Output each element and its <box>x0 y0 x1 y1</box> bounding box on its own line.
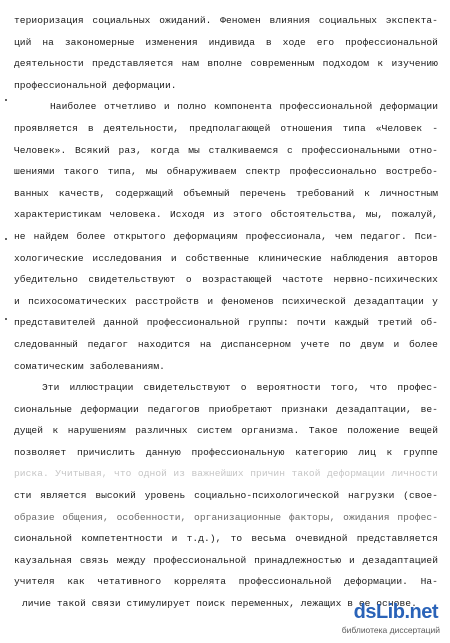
text-line: каузальная связь между профессиональной принадлежностью и дезадаптацией <box>14 554 438 566</box>
text-line: шениями такого типа, мы обнаруживаем спектр профессионально востребо- <box>14 166 438 178</box>
text-line: Эти иллюстрации свидетельствуют о вероятности того, что профес- <box>42 382 438 394</box>
text-line: не найдем более открытого деформациям профессионала, чем педагог. Пси- <box>14 230 438 242</box>
text-line: учителя как четативного коррелята профессиональной деформации. На- <box>14 576 438 588</box>
text-line: деятельности представляется нам вполне современным подходом к изучению <box>14 58 438 70</box>
text-line: проявляется в деятельности, предполагающей отношения типа «Человек - <box>14 122 438 134</box>
text-line: дущей к нарушениям различных систем организма. Такое положение вещей <box>14 425 438 437</box>
text-line: сти является высокий уровень социально-психологической нагрузки (свое- <box>14 490 438 502</box>
text-line: и психосоматических расстройств и феноменов психической дезадаптации у <box>14 295 438 307</box>
margin-mark <box>5 99 7 101</box>
text-body <box>14 10 438 615</box>
text-line: териоризация социальных ожиданий. Феномен влияния социальных экспекта- <box>14 15 438 26</box>
text-line: позволяет причислить данную профессиональную категорию лиц к группе <box>14 446 438 458</box>
text-line: убедительно свидетельствуют о возрастающей частоте нервно-психических <box>14 274 438 286</box>
text-line: соматическим заболеваниям. <box>14 360 165 372</box>
watermark-logo <box>341 601 442 637</box>
margin-mark <box>5 318 7 320</box>
text-line-faded: риска. Учитывая, что одной из важнейших причин такой деформации личности <box>14 468 438 480</box>
text-line: Человек». Всякий раз, когда мы сталкиваемся с профессиональными отно- <box>14 144 438 156</box>
text-line: ванных качеств, содержащий объемный перечень требований к личностным <box>14 187 438 199</box>
text-line: профессиональной деформации. <box>14 79 177 91</box>
text-line: характеристикам человека. Исходя из этого обстоятельства, мы, пожалуй, <box>14 209 438 221</box>
text-line: ций на закономерные изменения индивида в ходе его профессиональной <box>14 36 438 48</box>
text-line: сиональные деформации педагогов приобретают признаки дезадаптации, ве- <box>14 403 438 415</box>
watermark-title: dsLib.net <box>353 601 438 623</box>
watermark-subtitle: библиотека диссертаций <box>341 625 440 635</box>
text-line: представителей данной профессиональной группы: почти каждый третий об- <box>14 317 438 329</box>
text-line: Наиболее отчетливо и полно компонента профессиональной деформации <box>50 101 438 113</box>
text-line: следованный педагог находится на диспансерном учете по двум и более <box>14 338 438 350</box>
text-line: сиональной компетентности и т.д.), то весьма очевидной представляется <box>14 533 438 545</box>
text-line: личие такой связи стимулирует поиск переменных, лежащих в ее основе. <box>22 598 417 610</box>
text-line: хологические исследования и собственные клинические наблюдения авторов <box>14 252 438 264</box>
margin-mark <box>5 238 7 240</box>
text-line-faded: образие общения, особенности, организационные факторы, ожидания профес- <box>14 511 438 523</box>
